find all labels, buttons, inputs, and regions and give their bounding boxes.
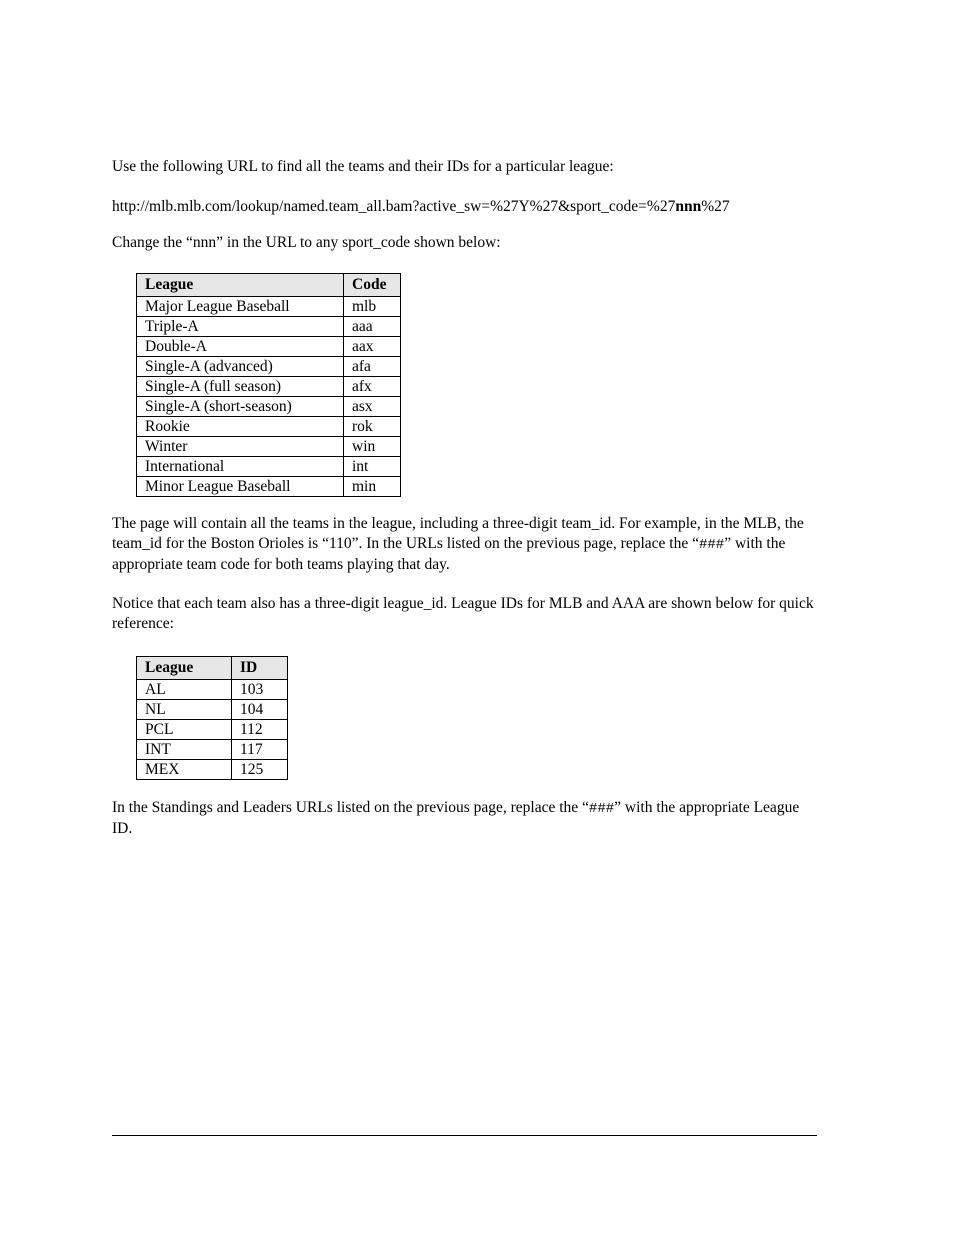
intro-text: Use the following URL to find all the teams and their IDs for a particular league:	[112, 158, 614, 175]
table-cell: PCL	[137, 720, 232, 740]
table-cell: Rookie	[137, 417, 344, 437]
table-cell: mlb	[344, 297, 401, 317]
table-row	[137, 337, 401, 357]
table-cell: win	[344, 437, 401, 457]
table-row	[137, 720, 288, 740]
placeholder-code: ###	[588, 801, 615, 817]
table-cell: aaa	[344, 317, 401, 337]
lookup-url	[112, 197, 817, 217]
table-header-row	[137, 657, 288, 680]
url-prefix: http://mlb.mlb.com/lookup/named.team_all.bam?active_sw=%27Y%27&sport_code=%27	[112, 198, 676, 215]
table-cell: NL	[137, 700, 232, 720]
table-row	[137, 477, 401, 497]
table-cell: Single-A (advanced)	[137, 357, 344, 377]
table-cell: 125	[232, 760, 288, 780]
table-cell: Double-A	[137, 337, 344, 357]
table-cell: AL	[137, 680, 232, 700]
table-cell: rok	[344, 417, 401, 437]
footer-rule	[112, 1135, 817, 1136]
table-row	[137, 357, 401, 377]
column-header-league: League	[137, 657, 232, 680]
column-header-id: ID	[232, 657, 288, 680]
table-cell: Single-A (full season)	[137, 377, 344, 397]
table-row	[137, 680, 288, 700]
team-id-paragraph: The page will contain all the teams in the league, including a three-digit team_id. For example, in the MLB, the team_id for the Boston Orioles is “110”. In the URLs listed on the previous page, replace the “###” with the appropriate team code for both teams playing that day.	[112, 515, 804, 573]
column-header-code: Code	[344, 274, 401, 297]
table-cell: 117	[232, 740, 288, 760]
table-cell: int	[344, 457, 401, 477]
table-cell: 104	[232, 700, 288, 720]
table-cell: aax	[344, 337, 401, 357]
table-row	[137, 377, 401, 397]
table-cell: Winter	[137, 437, 344, 457]
document-page	[112, 0, 817, 1235]
league-id-paragraph: Notice that each team also has a three-digit league_id. League IDs for MLB and AAA are shown below for quick reference:	[112, 595, 814, 632]
table-cell: 103	[232, 680, 288, 700]
table-cell: Major League Baseball	[137, 297, 344, 317]
table-row	[137, 397, 401, 417]
table-cell: INT	[137, 740, 232, 760]
table-cell: afx	[344, 377, 401, 397]
table-cell: afa	[344, 357, 401, 377]
league-id-table	[136, 656, 288, 780]
table-cell: Triple-A	[137, 317, 344, 337]
table-cell: International	[137, 457, 344, 477]
column-header-league: League	[137, 274, 344, 297]
url-suffix: %27	[701, 198, 730, 215]
table-row	[137, 700, 288, 720]
table-row	[137, 297, 401, 317]
table-cell: MEX	[137, 760, 232, 780]
table-cell: asx	[344, 397, 401, 417]
url-placeholder: nnn	[675, 198, 702, 215]
table-cell: Single-A (short-season)	[137, 397, 344, 417]
table-row	[137, 457, 401, 477]
change-instruction: Change the “nnn” in the URL to any sport_code shown below:	[112, 234, 501, 251]
table-row	[137, 317, 401, 337]
table-cell: min	[344, 477, 401, 497]
table-row	[137, 740, 288, 760]
table-cell: 112	[232, 720, 288, 740]
table-row	[137, 437, 401, 457]
table-header-row	[137, 274, 401, 297]
standings-paragraph: In the Standings and Leaders URLs listed on the previous page, replace the “###” with the appropriate League ID.	[112, 799, 800, 837]
placeholder-code: ###	[698, 537, 725, 553]
table-row	[137, 417, 401, 437]
table-cell: Minor League Baseball	[137, 477, 344, 497]
table-row	[137, 760, 288, 780]
sport-code-table	[136, 273, 401, 497]
